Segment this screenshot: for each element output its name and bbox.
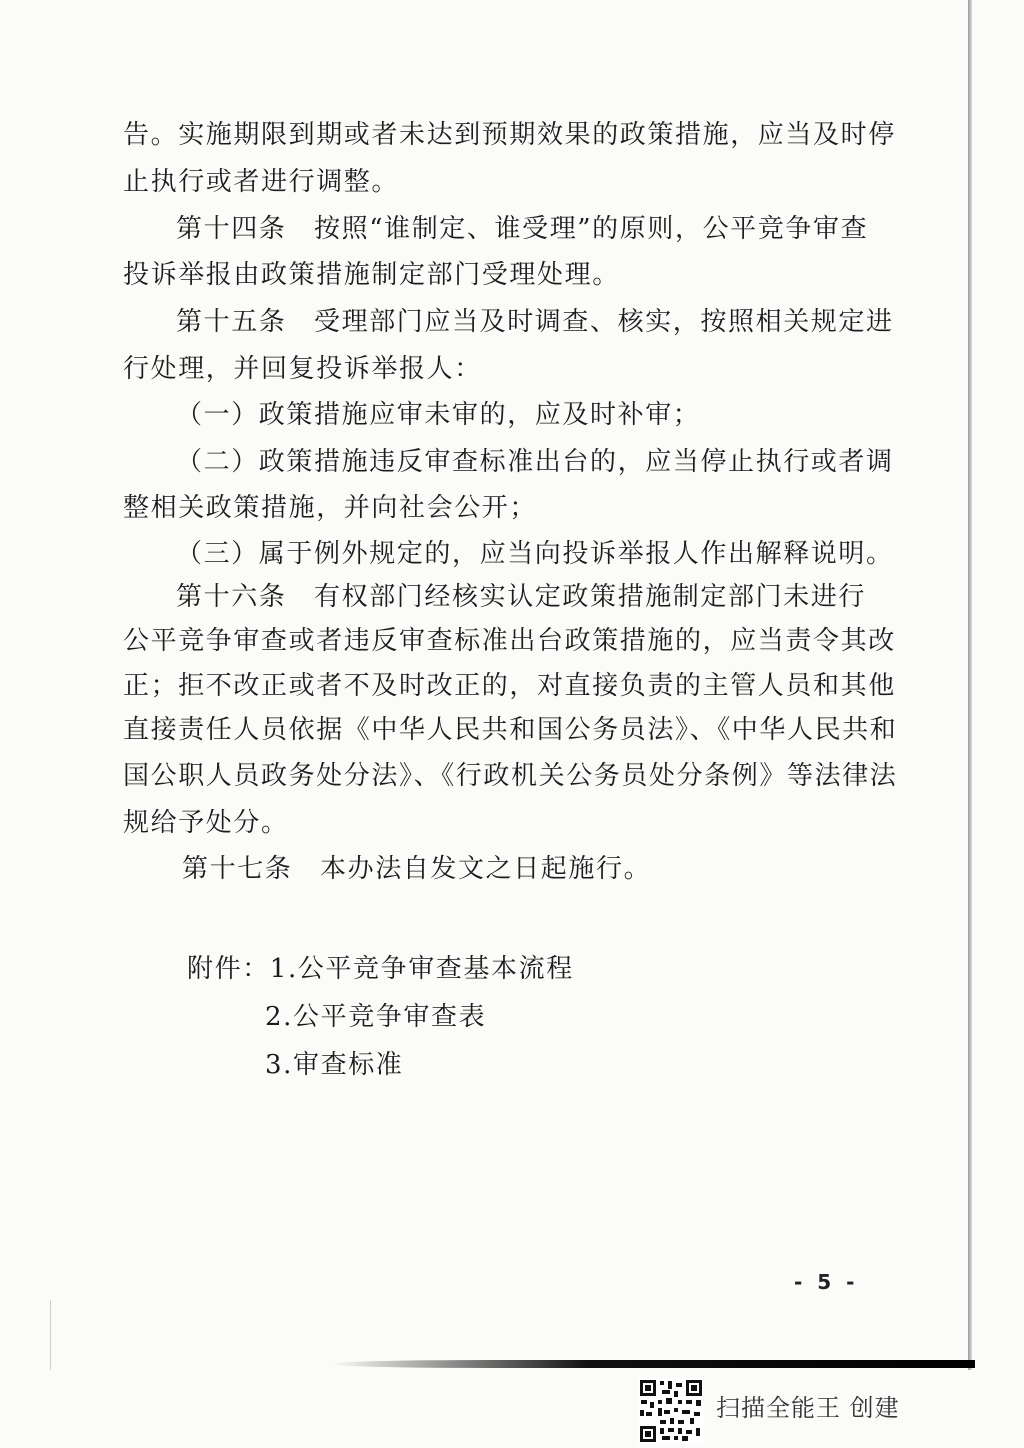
qr-code-icon (638, 1378, 704, 1444)
scan-shadow (330, 1360, 975, 1368)
attachment-line: 附件：1.公平竞争审查基本流程 (187, 954, 574, 984)
text-line: 第十七条 本办法自发文之日起施行。 (182, 854, 652, 884)
watermark-text: 扫描全能王 创建 (716, 1394, 900, 1422)
attachment-line: 3.审查标准 (265, 1050, 404, 1080)
text-line: （三）属于例外规定的，应当向投诉举报人作出解释说明。 (176, 539, 894, 569)
text-line: （二）政策措施违反审查标准出台的，应当停止执行或者调 (176, 447, 894, 477)
text-line: 止执行或者进行调整。 (123, 167, 400, 197)
text-line: 公平竞争审查或者违反审查标准出台政策措施的，应当责令其改 (123, 626, 896, 656)
text-line: （一）政策措施应审未审的，应及时补审； (176, 400, 701, 430)
text-line: 第十四条 按照“谁制定、谁受理”的原则，公平竞争审查 (176, 214, 869, 244)
attachment-line: 2.公平竞争审查表 (265, 1002, 487, 1032)
text-line: 国公职人员政务处分法》、《行政机关公务员处分条例》等法律法 (123, 761, 898, 791)
text-line: 第十五条 受理部门应当及时调查、核实，按照相关规定进 (176, 307, 894, 337)
text-line: 规给予处分。 (123, 808, 289, 838)
page-number: - 5 - (794, 1270, 859, 1294)
text-line: 直接责任人员依据《中华人民共和国公务员法》、《中华人民共和 (123, 715, 898, 745)
text-line: 整相关政策措施，并向社会公开； (123, 493, 538, 523)
page-edge-shadow (968, 0, 972, 1370)
text-line: 行处理，并回复投诉举报人： (123, 354, 482, 384)
page-edge-line (50, 1300, 51, 1370)
text-line: 投诉举报由政策措施制定部门受理处理。 (123, 260, 620, 290)
text-line: 第十六条 有权部门经核实认定政策措施制定部门未进行 (176, 582, 867, 612)
text-line: 正；拒不改正或者不及时改正的，对直接负责的主管人员和其他 (123, 671, 896, 701)
text-line: 告。实施期限到期或者未达到预期效果的政策措施，应当及时停 (123, 120, 896, 150)
